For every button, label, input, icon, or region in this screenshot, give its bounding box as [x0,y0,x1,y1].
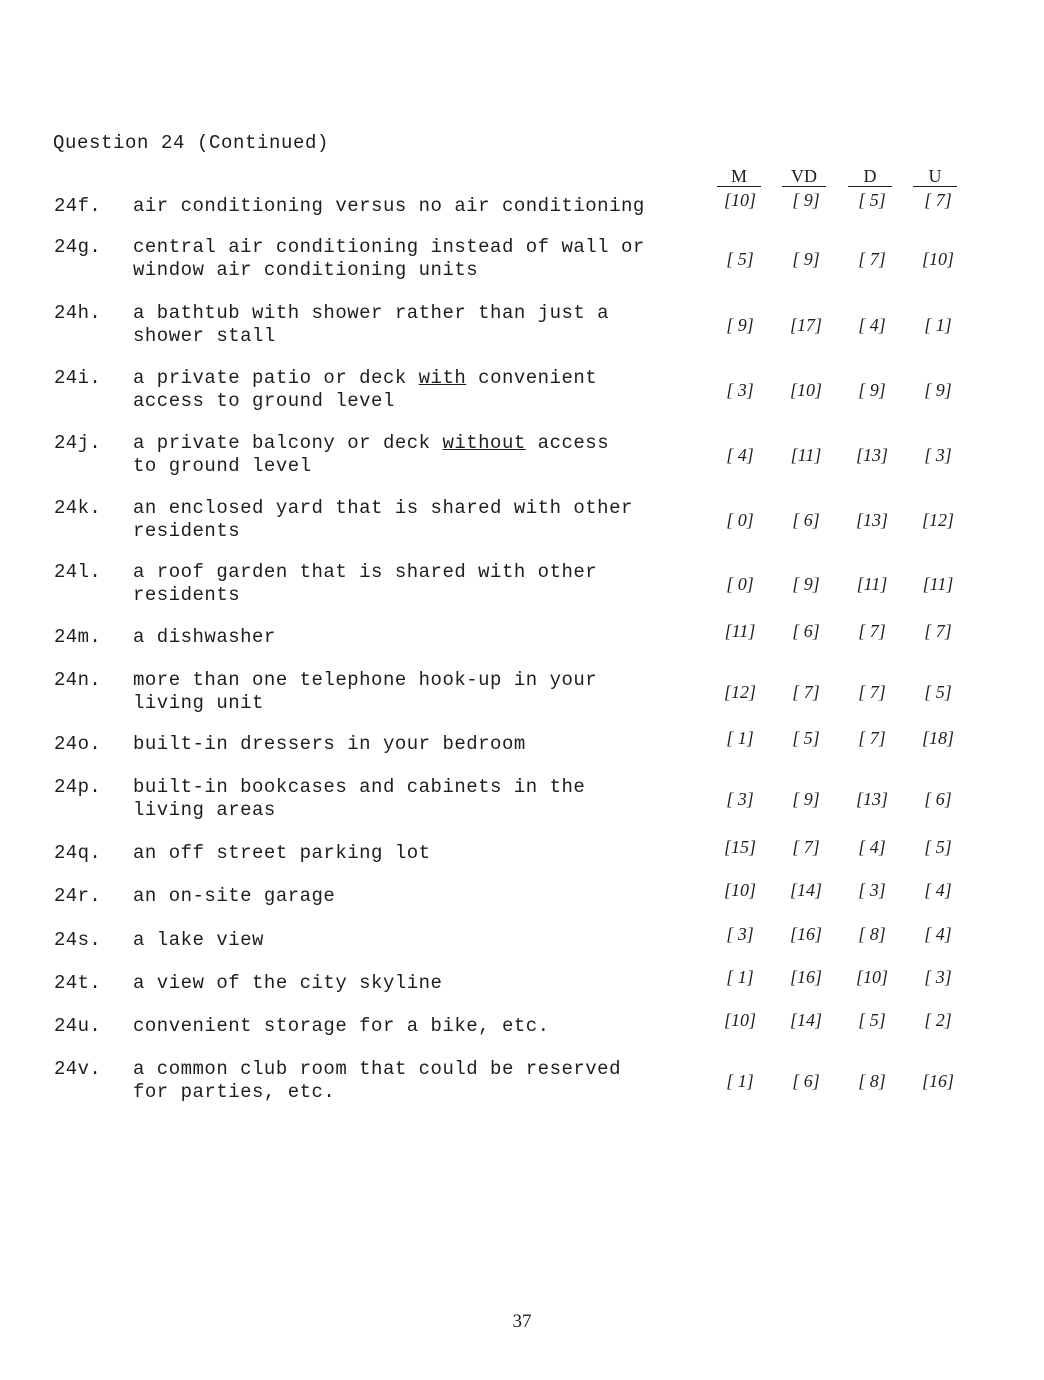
question-text: a bathtub with shower rather than just a shower stall [133,302,610,347]
response-count-m: [10] [723,190,756,210]
question-heading: Question 24 (Continued) [53,132,330,154]
response-count-vd: [16] [789,924,822,944]
question-number: 24i. [54,367,102,389]
question-number: 24g. [54,236,102,258]
response-count-vd: [16] [789,967,822,987]
question-text: more than one telephone hook-up in your living unit [133,669,598,714]
response-count-d: [13] [855,445,888,465]
question-text: a dishwasher [133,626,276,648]
text-fragment: convenient access to ground level [133,367,598,412]
question-number: 24o. [54,733,102,755]
response-count-d: [13] [855,510,888,530]
response-count-d: [ 4] [858,837,886,857]
text-fragment: a private patio or deck [133,367,419,389]
question-text: central air conditioning instead of wall or window air conditioning units [133,236,645,281]
response-count-m: [12] [723,682,756,702]
response-count-m: [ 5] [726,249,754,269]
response-count-m: [ 1] [726,728,754,748]
response-count-d: [11] [856,574,888,594]
response-count-u: [ 1] [924,315,952,335]
question-number: 24l. [54,561,102,583]
question-text: a common club room that could be reserved for parties, etc. [133,1058,621,1103]
response-count-u: [ 3] [924,445,952,465]
response-count-vd: [ 7] [792,837,820,857]
question-text: a roof garden that is shared with other residents [133,561,598,606]
response-count-u: [12] [921,510,954,530]
response-count-m: [15] [723,837,756,857]
response-count-u: [ 5] [924,682,952,702]
response-count-m: [11] [724,621,756,641]
response-count-m: [ 3] [726,924,754,944]
question-text: built-in bookcases and cabinets in the living areas [133,776,586,821]
response-count-m: [ 0] [726,510,754,530]
question-text: an enclosed yard that is shared with other residents [133,497,633,542]
column-header-m: M [717,166,761,187]
response-count-m: [ 0] [726,574,754,594]
question-number: 24p. [54,776,102,798]
response-count-d: [10] [855,967,888,987]
question-text: built-in dressers in your bedroom [133,733,526,755]
question-text: a lake view [133,929,264,951]
response-count-m: [ 3] [726,380,754,400]
response-count-d: [ 7] [858,728,886,748]
response-count-d: [ 3] [858,880,886,900]
question-text: an on-site garage [133,885,336,907]
response-count-u: [ 9] [924,380,952,400]
response-count-m: [ 4] [726,445,754,465]
response-count-m: [ 9] [726,315,754,335]
response-count-d: [13] [855,789,888,809]
response-count-m: [ 1] [726,967,754,987]
response-count-u: [16] [921,1071,954,1091]
response-count-u: [ 4] [924,880,952,900]
response-count-u: [10] [921,249,954,269]
column-header-vd: VD [782,166,826,187]
response-count-u: [11] [922,574,954,594]
response-count-d: [ 7] [858,249,886,269]
response-count-vd: [ 7] [792,682,820,702]
column-header-d: D [848,166,892,187]
response-count-vd: [ 5] [792,728,820,748]
question-text [133,432,713,478]
response-count-u: [ 7] [924,621,952,641]
question-number: 24t. [54,972,102,994]
response-count-u: [ 7] [924,190,952,210]
question-number: 24q. [54,842,102,864]
question-text [133,367,713,413]
question-number: 24f. [54,195,102,217]
response-count-d: [ 5] [858,1010,886,1030]
response-count-u: [ 2] [924,1010,952,1030]
response-count-u: [ 3] [924,967,952,987]
response-count-m: [ 1] [726,1071,754,1091]
response-count-d: [ 9] [858,380,886,400]
response-count-vd: [11] [790,445,822,465]
response-count-vd: [ 6] [792,510,820,530]
question-number: 24j. [54,432,102,454]
question-number: 24n. [54,669,102,691]
response-count-vd: [14] [789,1010,822,1030]
response-count-d: [ 8] [858,1071,886,1091]
question-number: 24r. [54,885,102,907]
question-number: 24k. [54,497,102,519]
response-count-vd: [ 9] [792,249,820,269]
text-fragment: access to ground level [133,432,610,477]
response-count-vd: [10] [789,380,822,400]
response-count-vd: [ 6] [792,621,820,641]
question-number: 24m. [54,626,102,648]
response-count-vd: [ 6] [792,1071,820,1091]
response-count-d: [ 7] [858,682,886,702]
question-text: air conditioning versus no air conditioning [133,195,645,217]
response-count-u: [ 5] [924,837,952,857]
question-text: an off street parking lot [133,842,431,864]
response-count-d: [ 4] [858,315,886,335]
underlined-word: without [442,432,526,454]
response-count-d: [ 8] [858,924,886,944]
response-count-vd: [ 9] [792,789,820,809]
question-text: a view of the city skyline [133,972,443,994]
response-count-vd: [14] [789,880,822,900]
question-number: 24u. [54,1015,102,1037]
response-count-d: [ 5] [858,190,886,210]
response-count-vd: [ 9] [792,190,820,210]
response-count-u: [ 6] [924,789,952,809]
response-count-u: [ 4] [924,924,952,944]
response-count-u: [18] [921,728,954,748]
response-count-d: [ 7] [858,621,886,641]
text-fragment: a private balcony or deck [133,432,443,454]
response-count-vd: [ 9] [792,574,820,594]
question-number: 24s. [54,929,102,951]
response-count-vd: [17] [789,315,822,335]
response-count-m: [ 3] [726,789,754,809]
response-count-m: [10] [723,1010,756,1030]
underlined-word: with [418,367,467,389]
question-text: convenient storage for a bike, etc. [133,1015,550,1037]
response-count-m: [10] [723,880,756,900]
column-header-u: U [913,166,957,187]
question-number: 24h. [54,302,102,324]
page-number: 37 [512,1311,532,1332]
column-headers [0,166,1044,190]
question-number: 24v. [54,1058,102,1080]
